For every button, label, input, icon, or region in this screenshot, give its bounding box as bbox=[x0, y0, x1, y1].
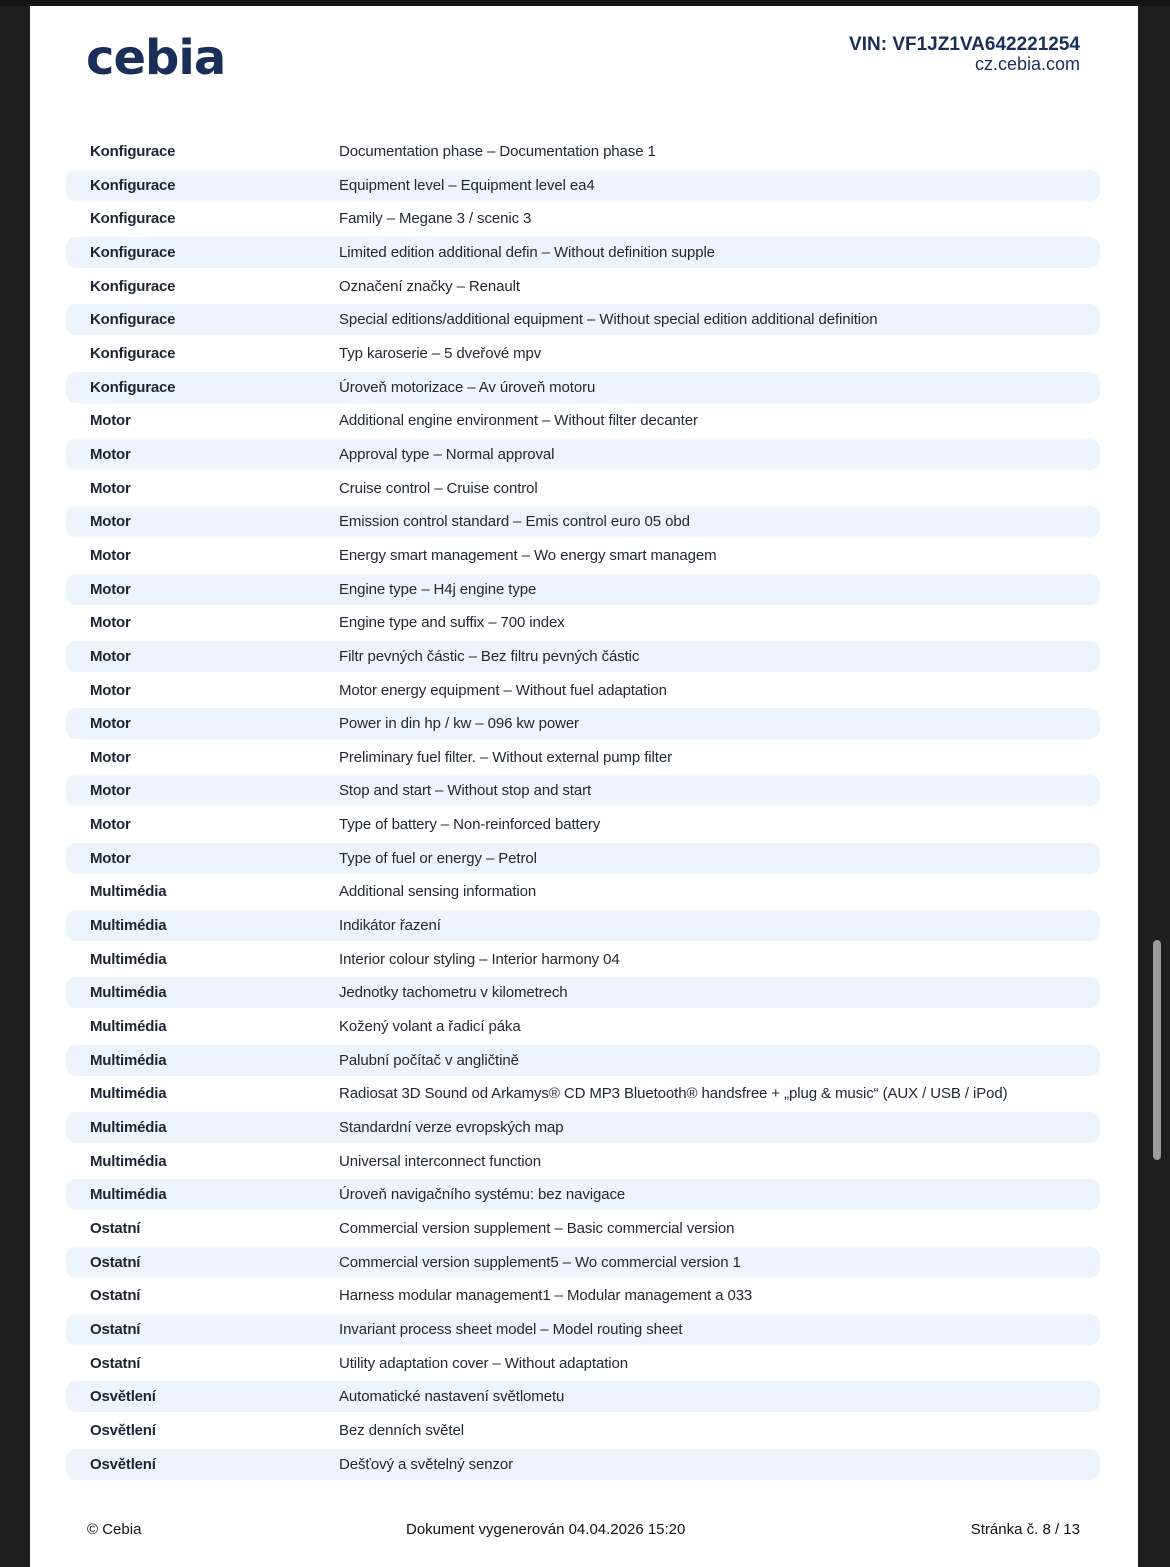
row-category: Motor bbox=[90, 816, 131, 834]
row-category: Ostatní bbox=[90, 1220, 141, 1237]
row-category: Ostatní bbox=[90, 1287, 141, 1305]
row-category: Multimédia bbox=[90, 950, 167, 968]
table-row bbox=[66, 1045, 1100, 1076]
row-value: Universal interconnect function bbox=[339, 1152, 542, 1170]
table-row bbox=[66, 641, 1100, 672]
row-value: Special editions/additional equipment – Without special edition additional definition bbox=[339, 311, 878, 329]
row-value: Family – Megane 3 / scenic 3 bbox=[339, 210, 532, 228]
row-value: Palubní počítač v angličtině bbox=[339, 1051, 519, 1069]
table-row bbox=[66, 1280, 1100, 1311]
footer-generated: Dokument vygenerován 04.04.2026 15:20 bbox=[406, 1521, 686, 1538]
row-value: Dešťový a světelný senzor bbox=[339, 1455, 514, 1473]
row-category: Konfigurace bbox=[90, 311, 176, 329]
table-row bbox=[66, 675, 1100, 706]
table-row bbox=[66, 1146, 1100, 1177]
row-value: Power in din hp / kw – 096 kw power bbox=[339, 715, 579, 733]
row-value: Commercial version supplement5 – Wo commercial version 1 bbox=[339, 1253, 741, 1271]
row-value: Bez denních světel bbox=[339, 1421, 464, 1439]
row-value: Označení značky – Renault bbox=[339, 277, 520, 295]
row-category: Multimédia bbox=[90, 1119, 167, 1137]
row-category: Ostatní bbox=[90, 1253, 141, 1271]
table-row bbox=[66, 910, 1100, 941]
row-value: Motor energy equipment – Without fuel adaptation bbox=[339, 681, 667, 699]
row-value: Engine type – H4j engine type bbox=[339, 580, 537, 598]
row-category: Konfigurace bbox=[90, 143, 176, 160]
row-category: Ostatní bbox=[90, 1320, 141, 1338]
table-row bbox=[66, 809, 1100, 840]
row-category: Motor bbox=[90, 445, 131, 463]
table-row bbox=[66, 540, 1100, 571]
row-value: Utility adaptation cover – Without adaptation bbox=[339, 1354, 629, 1372]
row-value: Invariant process sheet model – Model routing sheet bbox=[339, 1320, 683, 1338]
table-row bbox=[66, 372, 1100, 403]
row-value: Emission control standard – Emis control euro 05 obd bbox=[339, 513, 690, 531]
row-value: Type of battery – Non-reinforced battery bbox=[339, 816, 601, 834]
table-row bbox=[66, 338, 1100, 369]
row-category: Motor bbox=[90, 614, 131, 632]
table-row bbox=[66, 1314, 1100, 1345]
row-value: Cruise control – Cruise control bbox=[339, 479, 538, 497]
row-category: Multimédia bbox=[90, 1186, 167, 1204]
table-row bbox=[66, 1011, 1100, 1042]
row-category: Motor bbox=[90, 580, 131, 598]
table-row bbox=[66, 742, 1100, 773]
table-row bbox=[66, 304, 1100, 335]
row-category: Konfigurace bbox=[90, 176, 176, 194]
row-category: Motor bbox=[90, 849, 131, 867]
row-category: Motor bbox=[90, 546, 131, 564]
table-row bbox=[66, 1381, 1100, 1412]
row-value: Approval type – Normal approval bbox=[339, 445, 555, 463]
row-value: Equipment level – Equipment level ea4 bbox=[339, 176, 595, 194]
row-category: Multimédia bbox=[90, 984, 167, 1002]
table-row bbox=[66, 607, 1100, 638]
row-value: Documentation phase – Documentation phase 1 bbox=[339, 143, 656, 160]
row-category: Osvětlení bbox=[90, 1421, 156, 1439]
table-row bbox=[66, 843, 1100, 874]
table-row bbox=[66, 203, 1100, 234]
row-category: Multimédia bbox=[90, 1152, 167, 1170]
table-row bbox=[66, 237, 1100, 268]
table-row bbox=[66, 506, 1100, 537]
row-category: Ostatní bbox=[90, 1354, 141, 1372]
row-category: Osvětlení bbox=[90, 1388, 156, 1406]
table-row bbox=[66, 775, 1100, 806]
footer-page-number: Stránka č. 8 / 13 bbox=[970, 1521, 1080, 1538]
header-info bbox=[849, 35, 1080, 74]
table-row bbox=[66, 1179, 1100, 1210]
table-row bbox=[66, 574, 1100, 605]
row-value: Standardní verze evropských map bbox=[339, 1119, 564, 1137]
table-row bbox=[66, 439, 1100, 470]
table-row bbox=[66, 1348, 1100, 1379]
row-category: Multimédia bbox=[90, 1051, 167, 1069]
table-row bbox=[66, 473, 1100, 504]
table-row bbox=[66, 271, 1100, 302]
row-value: Limited edition additional defin – Without definition supple bbox=[339, 243, 715, 261]
row-category: Multimédia bbox=[90, 1085, 167, 1103]
row-category: Konfigurace bbox=[90, 243, 176, 261]
row-value: Harness modular management1 – Modular management a 033 bbox=[339, 1287, 753, 1305]
row-value: Úroveň motorizace – Av úroveň motoru bbox=[339, 378, 596, 396]
row-value: Commercial version supplement – Basic commercial version bbox=[339, 1220, 735, 1237]
row-category: Motor bbox=[90, 513, 131, 531]
row-category: Konfigurace bbox=[90, 210, 176, 228]
row-category: Motor bbox=[90, 681, 131, 699]
row-category: Konfigurace bbox=[90, 344, 176, 362]
row-value: Filtr pevných částic – Bez filtru pevných částic bbox=[339, 647, 640, 665]
table-row bbox=[66, 876, 1100, 907]
row-category: Konfigurace bbox=[90, 277, 176, 295]
table-row bbox=[66, 977, 1100, 1008]
row-value: Jednotky tachometru v kilometrech bbox=[339, 984, 568, 1002]
row-value: Engine type and suffix – 700 index bbox=[339, 614, 565, 632]
table-row bbox=[66, 1247, 1100, 1278]
row-category: Multimédia bbox=[90, 883, 167, 901]
row-category: Multimédia bbox=[90, 917, 167, 935]
footer-copyright: © Cebia bbox=[87, 1521, 142, 1538]
table-row bbox=[66, 170, 1100, 201]
equipment-table bbox=[66, 136, 1100, 1482]
table-row bbox=[66, 405, 1100, 436]
row-value: Typ karoserie – 5 dveřové mpv bbox=[339, 344, 542, 362]
cebia-logo: cebia bbox=[86, 30, 226, 86]
table-row bbox=[66, 1213, 1100, 1244]
row-value: Automatické nastavení světlometu bbox=[339, 1388, 565, 1406]
row-value: Energy smart management – Wo energy smart managem bbox=[339, 546, 717, 564]
row-value: Interior colour styling – Interior harmony 04 bbox=[339, 950, 620, 968]
row-value: Úroveň navigačního systému: bez navigace bbox=[339, 1186, 626, 1204]
table-row bbox=[66, 944, 1100, 975]
row-category: Motor bbox=[90, 412, 131, 430]
scrollbar-thumb[interactable] bbox=[1153, 940, 1161, 1160]
row-value: Radiosat 3D Sound od Arkamys® CD MP3 Bluetooth® handsfree + „plug & music“ (AUX / USB / iPod) bbox=[339, 1085, 1008, 1103]
row-value: Indikátor řazení bbox=[339, 917, 441, 935]
row-value: Additional engine environment – Without filter decanter bbox=[339, 412, 698, 430]
row-category: Motor bbox=[90, 748, 131, 766]
table-row bbox=[66, 1415, 1100, 1446]
row-value: Preliminary fuel filter. – Without external pump filter bbox=[339, 748, 672, 766]
row-value: Type of fuel or energy – Petrol bbox=[339, 849, 537, 867]
table-row bbox=[66, 708, 1100, 739]
row-category: Multimédia bbox=[90, 1018, 167, 1036]
row-category: Osvětlení bbox=[90, 1455, 156, 1473]
site-url: cz.cebia.com bbox=[974, 53, 1080, 74]
table-row bbox=[66, 1449, 1100, 1480]
table-row bbox=[66, 136, 1100, 167]
row-category: Motor bbox=[90, 782, 131, 800]
row-category: Motor bbox=[90, 479, 131, 497]
row-category: Motor bbox=[90, 647, 131, 665]
table-row bbox=[66, 1112, 1100, 1143]
vin-number: VIN: VF1JZ1VA642221254 bbox=[849, 34, 1080, 55]
row-value: Stop and start – Without stop and start bbox=[339, 782, 592, 800]
row-category: Motor bbox=[90, 715, 131, 733]
row-category: Konfigurace bbox=[90, 378, 176, 396]
document-page bbox=[30, 6, 1138, 1567]
table-row bbox=[66, 1078, 1100, 1109]
row-value: Kožený volant a řadicí páka bbox=[339, 1018, 521, 1036]
row-value: Additional sensing information bbox=[339, 883, 537, 901]
